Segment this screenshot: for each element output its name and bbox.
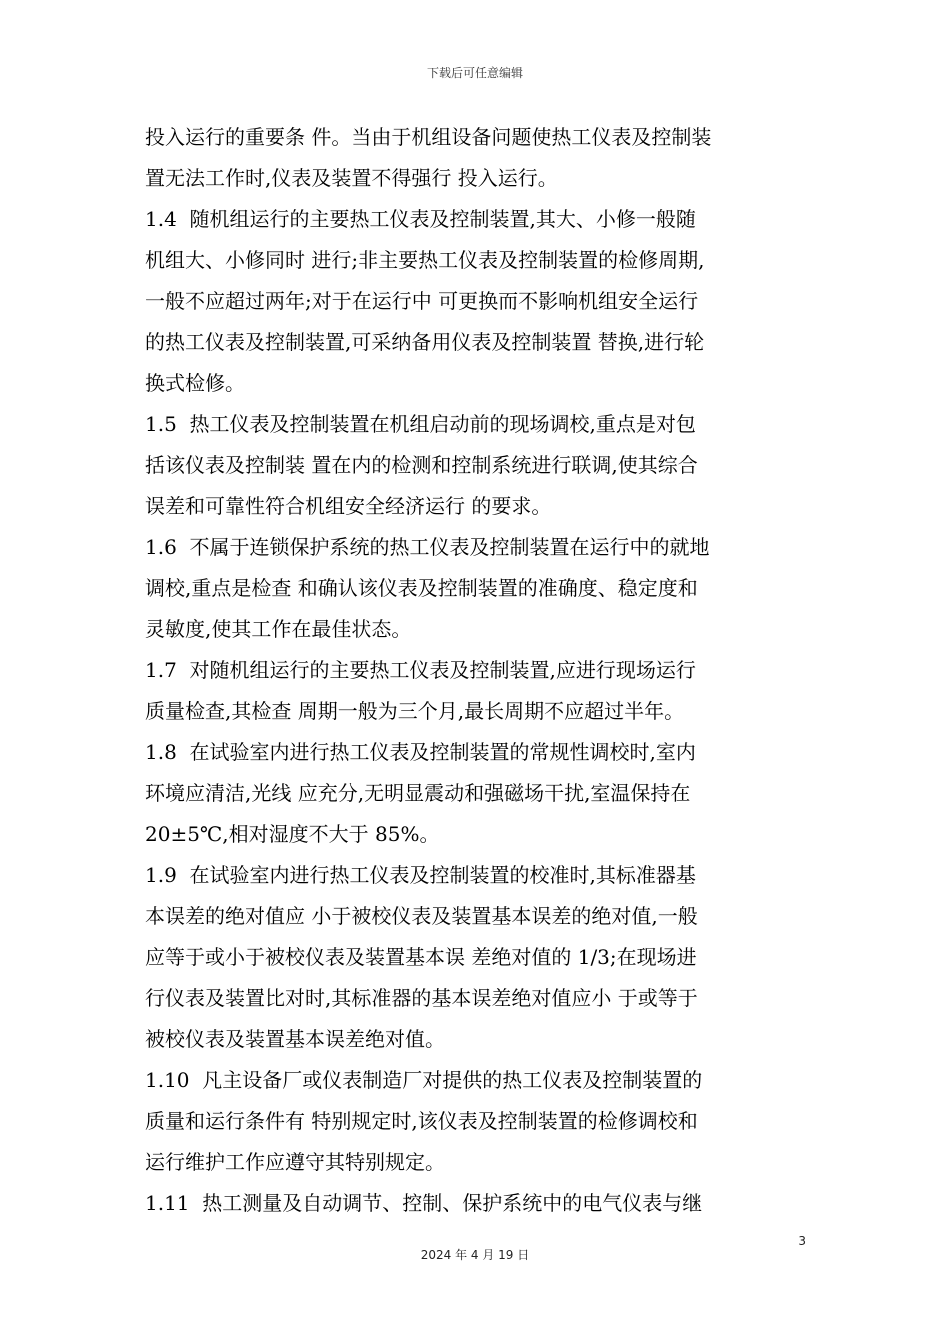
text-line: 一般不应超过两年;对于在运行中 可更换而不影响机组安全运行 [145, 289, 699, 313]
body-text [145, 117, 811, 1224]
text-line: 行仪表及装置比对时,其标准器的基本误差绝对值应小 于或等于 [145, 986, 698, 1010]
page-number: 3 [798, 1234, 806, 1248]
text-line: 1.5 热工仪表及控制装置在机组启动前的现场调校,重点是对包 [145, 412, 696, 436]
text-line: 1.9 在试验室内进行热工仪表及控制装置的校准时,其标准器基 [145, 863, 696, 887]
text-line: 投入运行的重要条 件。当由于机组设备问题使热工仪表及控制装 [145, 125, 712, 149]
text-line: 1.4 随机组运行的主要热工仪表及控制装置,其大、小修一般随 [145, 207, 696, 231]
text-line: 机组大、小修同时 进行;非主要热工仪表及控制装置的检修周期, [145, 248, 705, 272]
text-line: 20±5℃,相对湿度不大于 85%。 [145, 822, 440, 846]
text-line: 括该仪表及控制装 置在内的检测和控制系统进行联调,使其综合 [145, 453, 698, 477]
text-line: 1.6 不属于连锁保护系统的热工仪表及控制装置在运行中的就地 [145, 535, 710, 559]
text-line: 被校仪表及装置基本误差绝对值。 [145, 1027, 445, 1051]
text-line: 置无法工作时,仪表及装置不得强行 投入运行。 [145, 166, 558, 190]
text-line: 1.8 在试验室内进行热工仪表及控制装置的常规性调校时,室内 [145, 740, 696, 764]
text-line: 的热工仪表及控制装置,可采纳备用仪表及控制装置 替换,进行轮 [145, 330, 705, 354]
page-footer-date: 2024 年 4 月 19 日 [420, 1248, 530, 1262]
text-line: 1.10 凡主设备厂或仪表制造厂对提供的热工仪表及控制装置的 [145, 1068, 703, 1092]
text-line: 质量检查,其检查 周期一般为三个月,最长周期不应超过半年。 [145, 699, 685, 723]
text-line: 应等于或小于被校仪表及装置基本误 差绝对值的 1/3;在现场进 [145, 945, 697, 969]
text-line: 换式检修。 [145, 371, 245, 395]
text-line: 运行维护工作应遵守其特别规定。 [145, 1150, 445, 1174]
text-line: 误差和可靠性符合机组安全经济运行 的要求。 [145, 494, 552, 518]
text-line: 质量和运行条件有 特别规定时,该仪表及控制装置的检修调校和 [145, 1109, 698, 1133]
text-line: 本误差的绝对值应 小于被校仪表及装置基本误差的绝对值,一般 [145, 904, 698, 928]
text-line: 1.11 热工测量及自动调节、控制、保护系统中的电气仪表与继 [145, 1191, 703, 1215]
page-header: 下载后可任意编辑 [426, 66, 523, 80]
text-line: 环境应清洁,光线 应充分,无明显震动和强磁场干扰,室温保持在 [145, 781, 691, 805]
text-line: 调校,重点是检查 和确认该仪表及控制装置的准确度、稳定度和 [145, 576, 698, 600]
text-line: 1.7 对随机组运行的主要热工仪表及控制装置,应进行现场运行 [145, 658, 696, 682]
text-line: 灵敏度,使其工作在最佳状态。 [145, 617, 412, 641]
